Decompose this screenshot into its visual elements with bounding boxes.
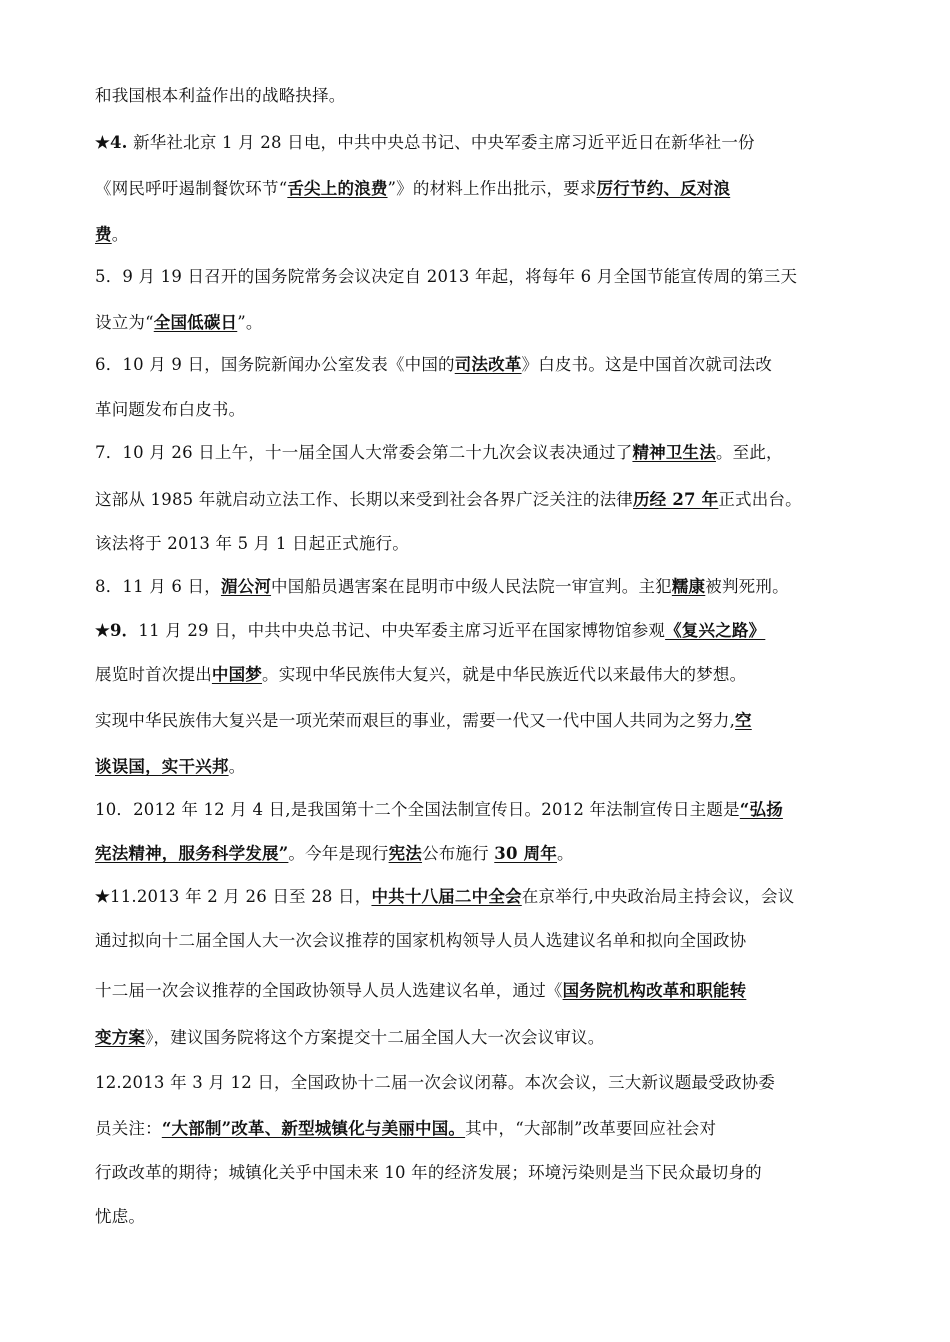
emphasis-term: 全国低碳日 bbox=[153, 313, 238, 332]
text-line bbox=[95, 619, 765, 643]
emphasis-term: 中共十八届二中全会 bbox=[371, 887, 522, 906]
text-line bbox=[95, 885, 794, 909]
text-line bbox=[95, 755, 245, 779]
text-run: 。今年是现行 bbox=[288, 844, 389, 863]
emphasis-term: 糯康 bbox=[671, 577, 706, 596]
text-line bbox=[95, 798, 783, 822]
text-run: 这部从 1985 年就启动立法工作、长期以来受到社会各界广泛关注的法律 bbox=[95, 490, 633, 509]
text-run: 中国船员遇害案在昆明市中级人民法院一审宣判。主犯 bbox=[271, 577, 672, 596]
emphasis-term: 变方案 bbox=[95, 1028, 146, 1047]
emphasis-term: 宪法精神，服务科学发展” bbox=[95, 844, 289, 863]
text-run: 员关注： bbox=[95, 1119, 162, 1138]
text-line bbox=[95, 311, 263, 335]
text-line bbox=[95, 575, 789, 599]
emphasis-term: 费 bbox=[95, 225, 112, 244]
text-line bbox=[95, 929, 746, 953]
emphasis-term: 司法改革 bbox=[454, 355, 522, 374]
text-run: 8．11 月 6 日， bbox=[95, 577, 221, 596]
text-line bbox=[95, 441, 783, 465]
text-line bbox=[95, 265, 797, 289]
emphasis-term: 《复兴之路》 bbox=[665, 621, 766, 640]
text-line bbox=[95, 1026, 604, 1050]
text-run: 》白皮书。这是中国首次就司法改 bbox=[521, 355, 773, 374]
text-run: 该法将于 2013 年 5 月 1 日起正式施行。 bbox=[95, 534, 409, 553]
text-run: 革问题发布白皮书。 bbox=[95, 400, 246, 419]
text-run: 忧虑。 bbox=[95, 1207, 146, 1226]
text-line bbox=[95, 1117, 716, 1141]
text-line bbox=[95, 398, 245, 422]
text-run: 公布施行 bbox=[422, 844, 495, 863]
text-run: 5．9 月 19 日召开的国务院常务会议决定自 2013 年起，将每年 6 月全国节能宣传周的第三天 bbox=[95, 267, 798, 286]
text-run: 新华社北京 1 月 28 日电，中共中央总书记、中央军委主席习近平近日在新华社一份 bbox=[127, 133, 755, 152]
emphasis-term: 宪法 bbox=[388, 844, 423, 863]
emphasis-term: 谈误国，实干兴邦 bbox=[95, 757, 229, 776]
text-run: 11.2013 年 2 月 26 日至 28 日， bbox=[110, 887, 372, 906]
text-run: 《网民呼吁遏制餐饮环节“ bbox=[95, 179, 288, 198]
text-run: 7．10 月 26 日上午，十一届全国人大常委会第二十九次会议表决通过了 bbox=[95, 443, 633, 462]
text-line bbox=[95, 1071, 775, 1095]
emphasis-term: “大部制”改革、新型城镇化与美丽中国。 bbox=[161, 1119, 466, 1138]
text-line bbox=[95, 532, 409, 556]
text-run: ”。 bbox=[237, 313, 263, 332]
text-run: 10．2012 年 12 月 4 日,是我国第十二个全国法制宣传日。2012 年法制宣传日主题是 bbox=[95, 800, 740, 819]
text-run: ★ bbox=[95, 887, 110, 906]
emphasis-term: 厉行节约、反对浪 bbox=[596, 179, 731, 198]
text-run: ★4. bbox=[95, 133, 128, 152]
text-run: 。 bbox=[111, 225, 129, 244]
emphasis-term: 30 周年 bbox=[494, 844, 557, 863]
emphasis-term: 国务院机构改革和职能转 bbox=[562, 981, 747, 1000]
emphasis-term: “弘扬 bbox=[739, 800, 783, 819]
text-run: 被判死刑。 bbox=[705, 577, 789, 596]
text-line bbox=[95, 709, 752, 733]
text-line bbox=[95, 979, 746, 1003]
text-run: 其中，“大部制”改革要回应社会对 bbox=[465, 1119, 717, 1138]
text-run: 通过拟向十二届全国人大一次会议推荐的国家机构领导人员人选建议名单和拟向全国政协 bbox=[95, 931, 747, 950]
text-line bbox=[95, 1205, 145, 1229]
text-run: 12.2013 年 3 月 12 日，全国政协十二届一次会议闭幕。本次会议，三大新议题最受政协委 bbox=[95, 1073, 776, 1092]
text-run: 实现中华民族伟大复兴是一项光荣而艰巨的事业，需要一代又一代中国人共同为之努力, bbox=[95, 711, 736, 730]
text-run: 在京举行,中央政治局主持会议，会议 bbox=[521, 887, 795, 906]
text-run: 。 bbox=[228, 757, 246, 776]
emphasis-term: 精神卫生法 bbox=[632, 443, 716, 462]
text-run: 正式出台。 bbox=[718, 490, 802, 509]
emphasis-term: 舌尖上的浪费 bbox=[287, 179, 388, 198]
text-run: 展览时首次提出 bbox=[95, 665, 212, 684]
text-line bbox=[95, 842, 574, 866]
text-run: ”》的材料上作出批示，要求 bbox=[387, 179, 597, 198]
text-line bbox=[95, 84, 346, 108]
text-line bbox=[95, 663, 746, 687]
text-run: 行政改革的期待；城镇化关乎中国未来 10 年的经济发展；环境污染则是当下民众最切身的 bbox=[95, 1163, 762, 1182]
text-run: 。 bbox=[556, 844, 574, 863]
text-line bbox=[95, 353, 772, 377]
text-run: 设立为“ bbox=[95, 313, 154, 332]
text-run: 十二届一次会议推荐的全国政协领导人员人选建议名单，通过《 bbox=[95, 981, 563, 1000]
emphasis-term: 中国梦 bbox=[211, 665, 263, 684]
text-line bbox=[95, 223, 128, 247]
text-run: 和我国根本利益作出的战略抉择。 bbox=[95, 86, 346, 105]
text-run: 。实现中华民族伟大复兴，就是中华民族近代以来最伟大的梦想。 bbox=[262, 665, 747, 684]
text-run: ★9． bbox=[95, 621, 139, 640]
text-line bbox=[95, 488, 802, 512]
text-line bbox=[95, 131, 755, 155]
emphasis-term: 历经 27 年 bbox=[632, 490, 719, 509]
text-run: 6．10 月 9 日，国务院新闻办公室发表《中国的 bbox=[95, 355, 455, 374]
text-line bbox=[95, 1161, 762, 1185]
text-run: 》，建议国务院将这个方案提交十二届全国人大一次会议审议。 bbox=[145, 1028, 605, 1047]
emphasis-term: 湄公河 bbox=[220, 577, 272, 596]
text-line bbox=[95, 177, 730, 201]
text-run: 。至此， bbox=[715, 443, 783, 462]
text-run: 11 月 29 日，中共中央总书记、中央军委主席习近平在国家博物馆参观 bbox=[138, 621, 666, 640]
emphasis-term: 空 bbox=[735, 711, 752, 730]
